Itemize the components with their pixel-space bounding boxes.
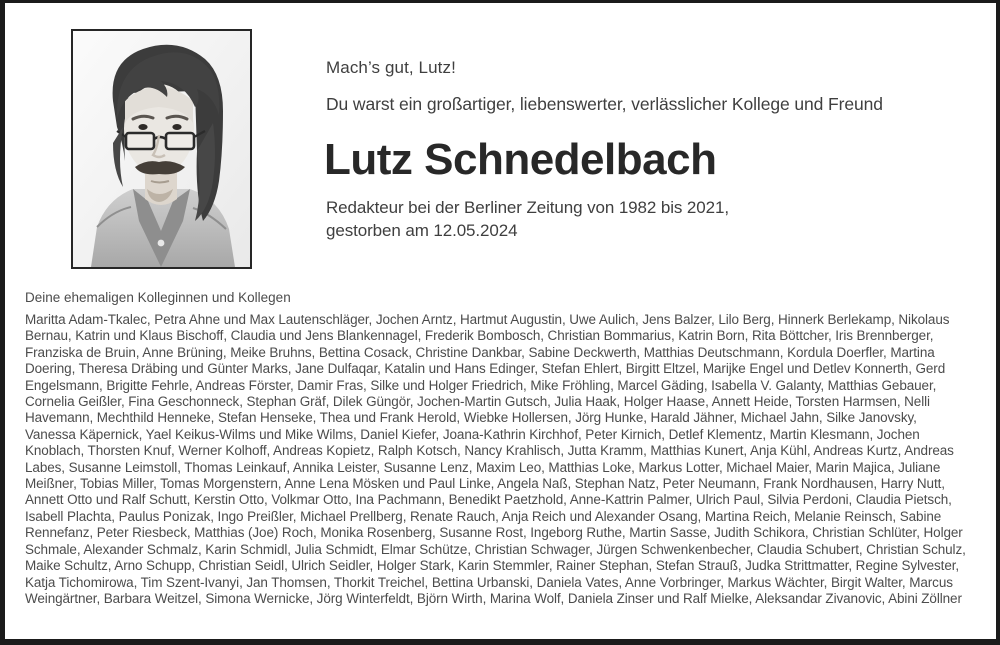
colleagues-name-list: Maritta Adam-Tkalec, Petra Ahne und Max Lautenschläger, Jochen Arntz, Hartmut Augustin, Uwe Aulich, Jens Balzer, Lilo Berg, Hinnerk Berlekamp, Nikolaus Bernau, Katrin und Klaus Bischoff, Claudia und Jens Blankennagel, Frederik Bombosch, Christian Bommarius, Katrin Born, Rita Böttcher, Iris Brennberger, Franziska de Bruin, Anne Brüning, Meike Bruhns, Bettina Cosack, Christine Dankbar, Sabine Deckwerth, Matthias Deutschmann, Kordula Doerfler, Martina Doering, Theresa Dräbing und Günter Marks, Jane Dulfaqar, Katalin und Hans Edinger, Stefan Ehlert, Birgitt Eltzel, Marijke Engel und Detlev Konnerth, Gerd Engelsmann, Brigitte Fehrle, Andreas Förster, Damir Fras, Silke und Holger Friedrich, Mike Fröhling, Marcel Gäding, Isabella V. Galanty, Matthias Gebauer, Cornelia Geißler, Fina Geschonneck, Stephan Gräf, Dilek Güngör, Jochen-Martin Gutsch, Julia Haak, Holger Haase, Annett Heide, Torsten Harmsen, Nelli Havemann, Mechthild Henneke, Stefan Henseke, Thea und Frank Herold, Wiebke Hollersen, Jörg Hunke, Harald Jähner, Michael Jahn, Silke Janovsky, Vanessa Käpernick, Yael Keikus-Wilms und Mike Wilms, Daniel Kiefer, Joana-Kathrin Kirchhof, Peter Kirnich, Detlef Klementz, Martin Klesmann, Jochen Knoblach, Thorsten Knuf, Werner Kolhoff, Andreas Kopietz, Ralph Kotsch, Nancy Krahlisch, Jutta Kramm, Matthias Kunert, Anja Kühl, Andreas Kurtz, Andreas Labes, Susanne Leimstoll, Thomas Leinkauf, Annika Leister, Susanne Lenz, Maxim Leo, Matthias Loke, Markus Lotter, Michael Maier, Marin Majica, Juliane Meißner, Tobias Miller, Tomas Morgenstern, Anne Lena Mösken und Paul Linke, Angela Naß, Stephan Natz, Peter Neumann, Frank Nordhausen, Harry Nutt, Annett Otto und Ralf Schutt, Kerstin Otto, Volkmar Otto, Ina Pachmann, Benedikt Paetzhold, Anne-Kattrin Palmer, Ulrich Paul, Silvia Perdoni, Claudia Pietsch, Isabell Plachta, Paulus Ponizak, Ingo Preißler, Michael Prellberg, Renate Rauch, Anja Reich und Alexander Osang, Martina Reich, Melanie Reinsch, Sabine Rennefanz, Peter Riesbeck, Matthias (Joe) Roch, Monika Rosenberg, Susanne Rost, Ingeborg Ruthe, Martin Sasse, Judith Schikora, Christian Schlüter, Holger Schmale, Alexander Schmalz, Karin Schmidl, Julia Schmidt, Elmar Schütze, Christian Schwager, Jürgen Schwenkenbecher, Claudia Schubert, Christian Schulz, Maike Schultz, Arno Schupp, Christian Seidl, Ulrich Seidler, Holger Stark, Karin Stemmler, Rainer Stephan, Stefan Strauß, Judka Strittmatter, Regine Sylvester, Katja Tichomirowa, Tim Szent-Ivanyi, Jan Thomsen, Thorkit Treichel, Bettina Urbanski, Daniela Vates, Anne Vorbringer, Markus Wächter, Birgit Walter, Marcus Weingärtner, Barbara Weitzel, Simona Wernicke, Jörg Winterfeldt, Björn Wirth, Marina Wolf, Daniela Zinser und Ralf Mielke, Aleksandar Zivanovic, Abini Zöllner (25, 312, 966, 606)
portrait-photo (71, 29, 252, 269)
farewell-line: Mach’s gut, Lutz! (326, 58, 456, 77)
colleagues-label: Deine ehemaligen Kolleginnen und Kollegen (25, 290, 291, 305)
deceased-name: Lutz Schnedelbach (324, 135, 717, 184)
tribute-line: Du warst ein großartiger, liebenswerter, verlässlicher Kollege und Freund (326, 94, 883, 114)
role-and-death-lines (326, 197, 729, 242)
role-line: Redakteur bei der Berliner Zeitung von 1982 bis 2021, (326, 198, 729, 217)
death-date-line: gestorben am 12.05.2024 (326, 220, 518, 240)
portrait-illustration (73, 31, 250, 267)
